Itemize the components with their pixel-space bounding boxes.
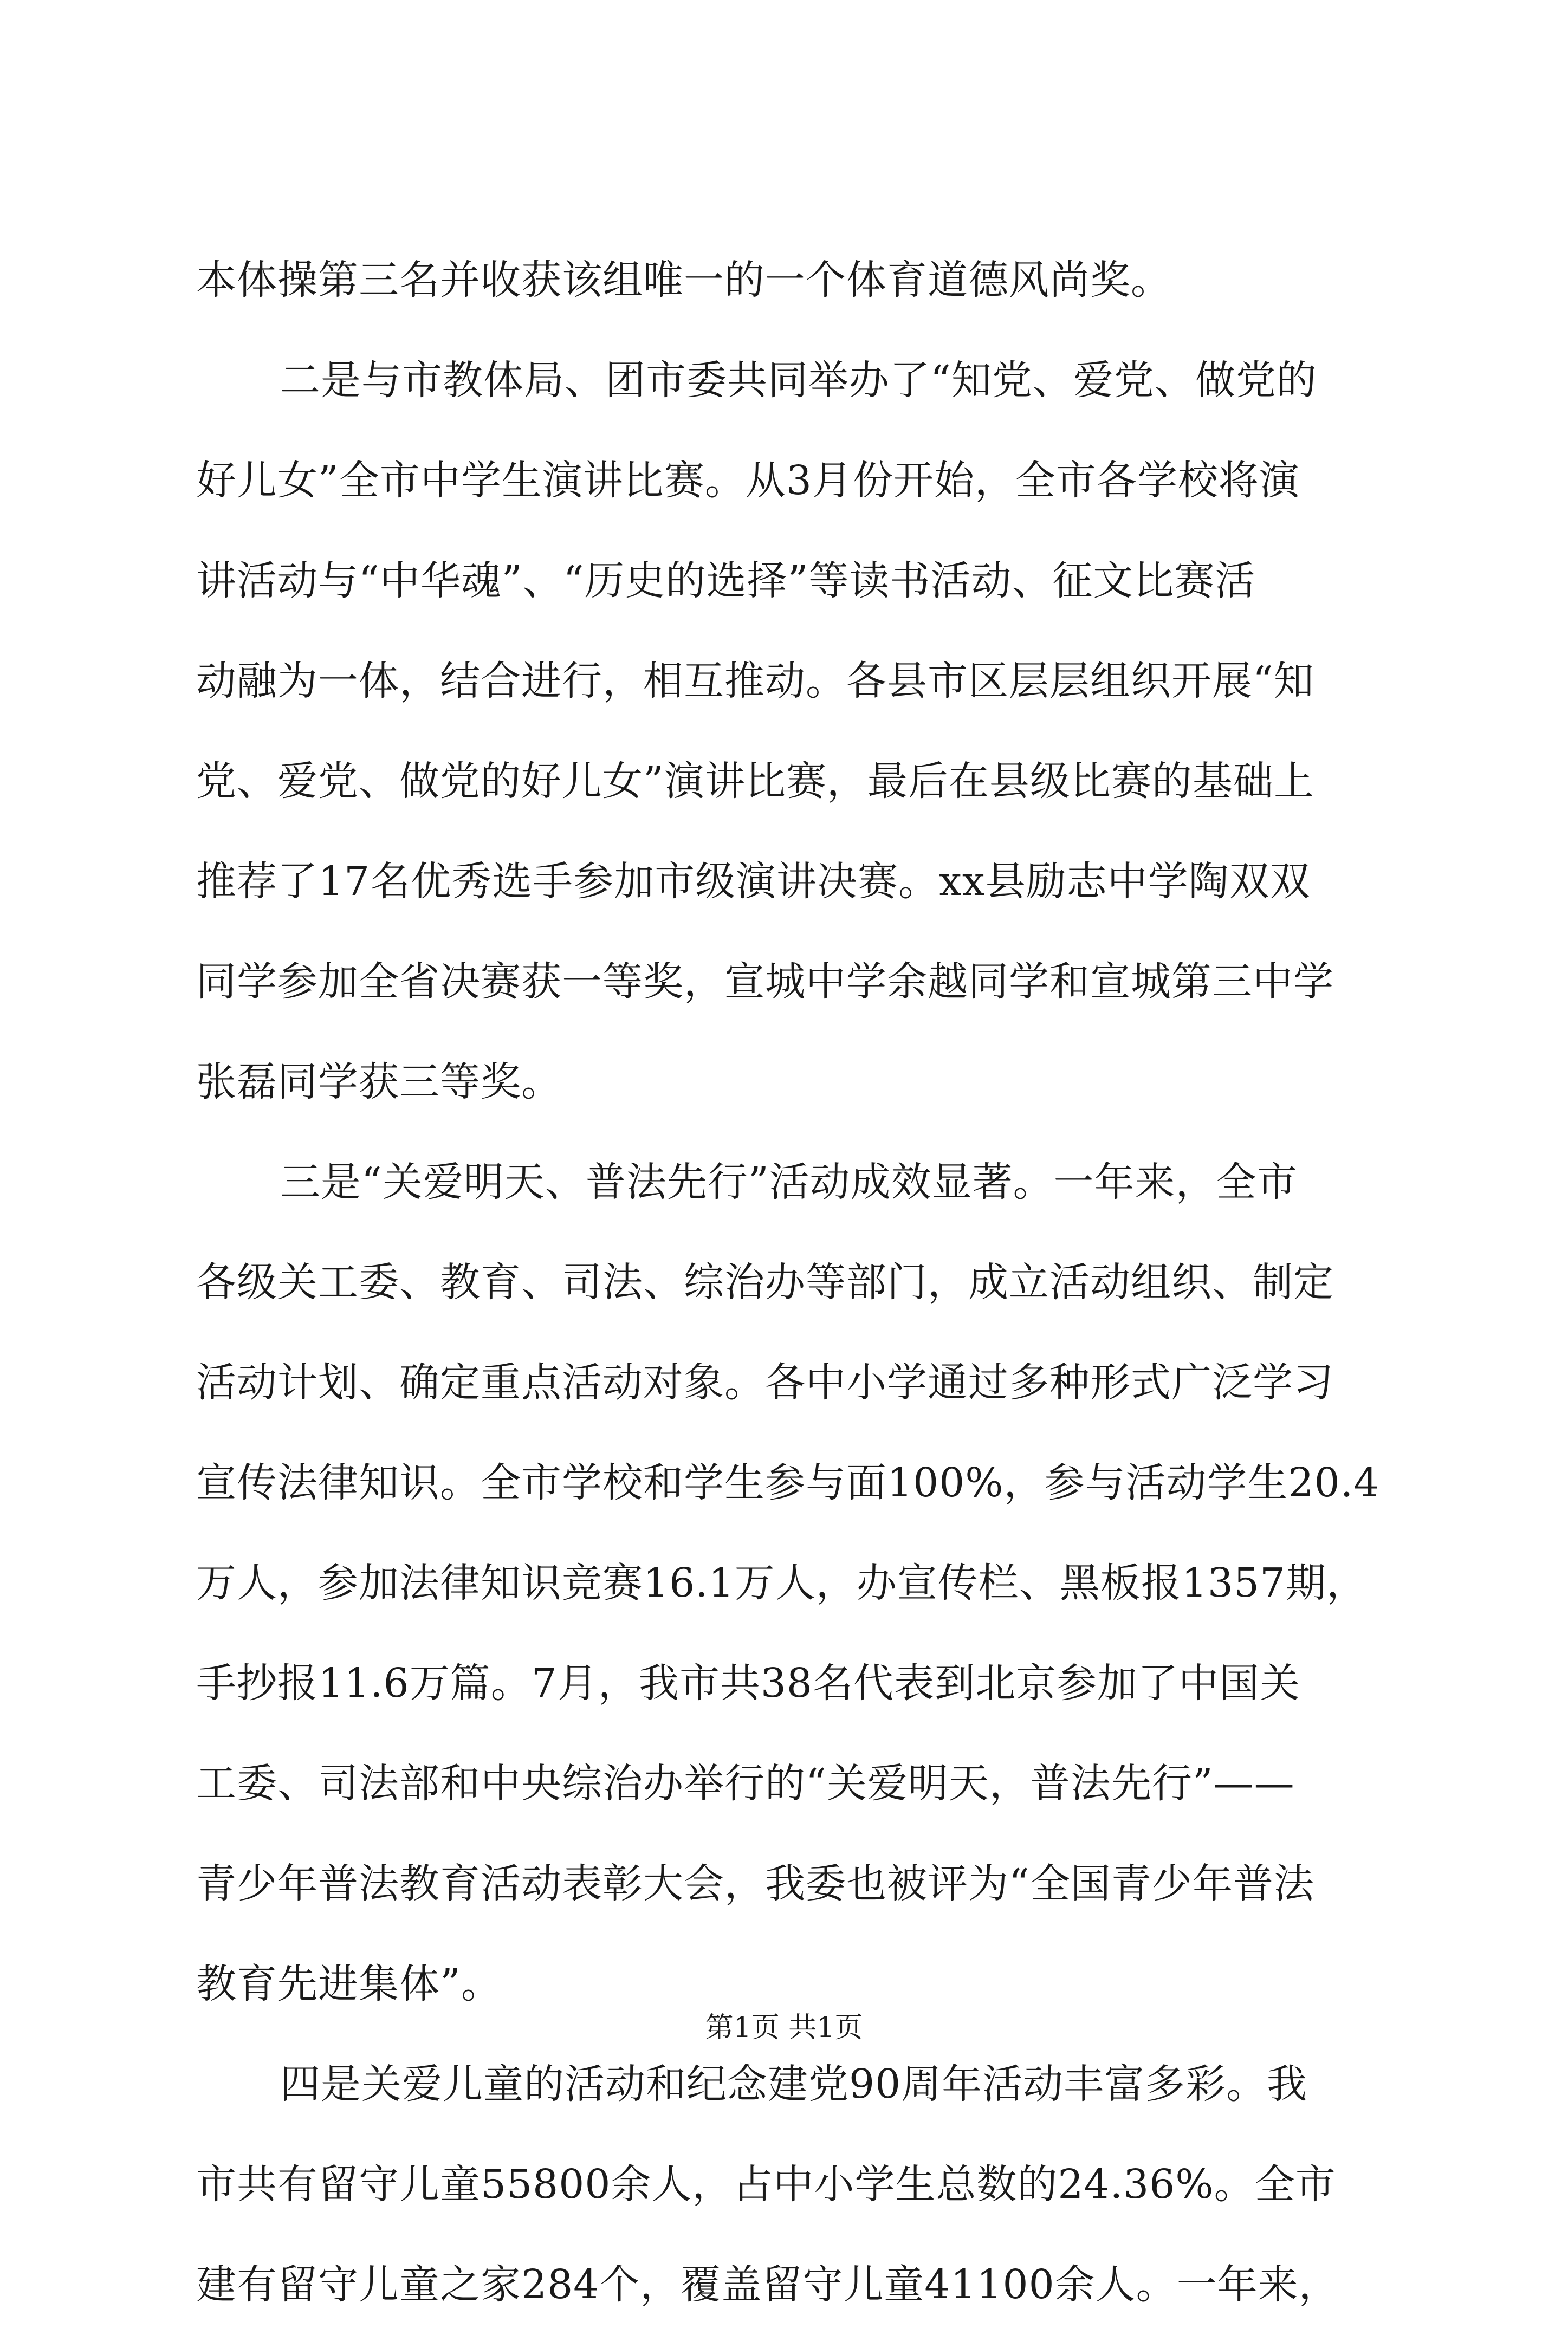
page-footer (0, 2009, 1568, 2047)
paragraph-start-line: 二是与市教体局、团市委共同举办了“知党、爱党、做党的 (280, 357, 1317, 404)
text-line: 教育先进集体”。 (196, 1961, 502, 2007)
text-line: 同学参加全省决赛获一等奖，宣城中学余越同学和宣城第三中学 (196, 958, 1334, 1005)
text-line: 市共有留守儿童55800余人，占中小学生总数的24.36%。全市 (196, 2161, 1336, 2208)
text-line: 万人，参加法律知识竞赛16.1万人，办宣传栏、黑板报1357期， (196, 1560, 1368, 1606)
text-line: 好儿女”全市中学生演讲比赛。从3月份开始，全市各学校将演 (196, 457, 1300, 504)
text-line: 推荐了17名优秀选手参加市级演讲决赛。xx县励志中学陶双双 (196, 858, 1311, 905)
text-line: 手抄报11.6万篇。7月，我市共38名代表到北京参加了中国关 (196, 1660, 1301, 1707)
text-line: 青少年普法教育活动表彰大会，我委也被评为“全国青少年普法 (196, 1860, 1314, 1907)
text-line: 工委、司法部和中央综治办举行的“关爱明天，普法先行”—— (196, 1760, 1295, 1807)
page-number-label: 第1页 共1页 (705, 2012, 863, 2044)
text-line: 讲活动与“中华魂”、“历史的选择”等读书活动、征文比赛活 (196, 557, 1256, 604)
text-line: 各级关工委、教育、司法、综治办等部门，成立活动组织、制定 (196, 1259, 1334, 1306)
text-line: 本体操第三名并收获该组唯一的一个体育道德风尚奖。 (196, 257, 1171, 303)
text-line: 宣传法律知识。全市学校和学生参与面100%，参与活动学生20.4 (196, 1460, 1380, 1506)
text-line: 建有留守儿童之家284个，覆盖留守儿童41100余人。一年来， (196, 2261, 1339, 2308)
text-line: 活动计划、确定重点活动对象。各中小学通过多种形式广泛学习 (196, 1359, 1334, 1406)
text-line: 张磊同学获三等奖。 (196, 1059, 562, 1105)
text-line: 动融为一体，结合进行，相互推动。各县市区层层组织开展“知 (196, 658, 1314, 704)
text-line: 党、爱党、做党的好儿女”演讲比赛，最后在县级比赛的基础上 (196, 758, 1314, 805)
paragraph-start-line: 四是关爱儿童的活动和纪念建党90周年活动丰富多彩。我 (280, 2061, 1308, 2107)
paragraph-start-line: 三是“关爱明天、普法先行”活动成效显著。一年来，全市 (280, 1159, 1298, 1205)
